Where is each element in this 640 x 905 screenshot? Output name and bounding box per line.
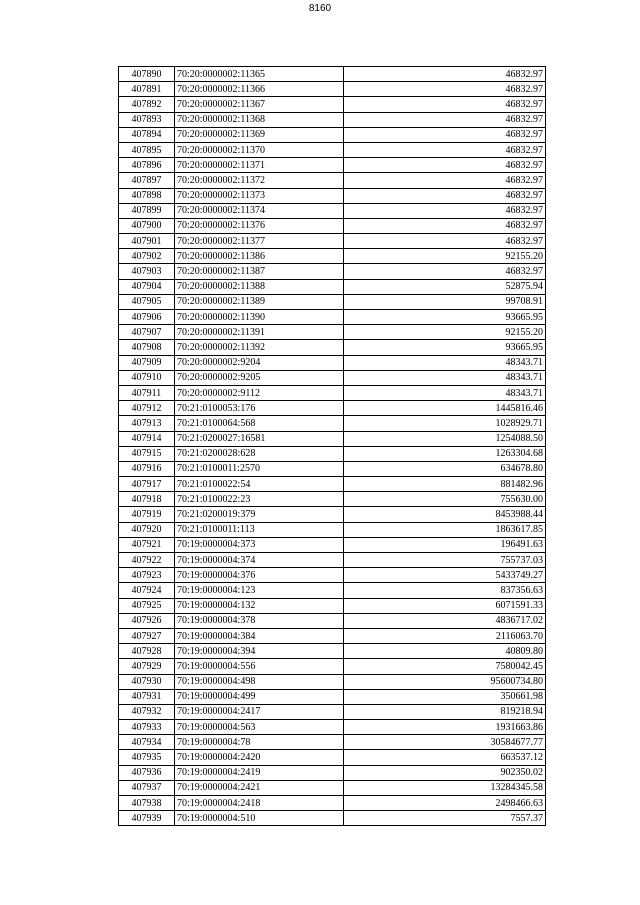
cadastral-number-cell: 70:19:0000004:132 <box>175 598 344 613</box>
table-row <box>119 97 546 112</box>
record-number-cell: 407891 <box>119 82 175 97</box>
record-number-cell: 407938 <box>119 796 175 811</box>
value-cell: 30584677.77 <box>344 735 546 750</box>
value-cell: 46832.97 <box>344 127 546 142</box>
record-number-cell: 407920 <box>119 522 175 537</box>
table-body <box>119 67 546 826</box>
table-row <box>119 689 546 704</box>
cadastral-number-cell: 70:21:0100022:54 <box>175 477 344 492</box>
cadastral-number-cell: 70:21:0100053:176 <box>175 401 344 416</box>
table-row <box>119 416 546 431</box>
value-cell: 881482.96 <box>344 477 546 492</box>
cadastral-number-cell: 70:20:0000002:11365 <box>175 67 344 82</box>
cadastral-number-cell: 70:19:0000004:123 <box>175 583 344 598</box>
value-cell: 93665.95 <box>344 310 546 325</box>
value-cell: 46832.97 <box>344 142 546 157</box>
value-cell: 7580042.45 <box>344 659 546 674</box>
cadastral-number-cell: 70:20:0000002:11368 <box>175 112 344 127</box>
record-number-cell: 407930 <box>119 674 175 689</box>
value-cell: 46832.97 <box>344 173 546 188</box>
value-cell: 46832.97 <box>344 264 546 279</box>
value-cell: 13284345.58 <box>344 780 546 795</box>
record-number-cell: 407935 <box>119 750 175 765</box>
cadastral-number-cell: 70:19:0000004:2421 <box>175 780 344 795</box>
cadastral-number-cell: 70:20:0000002:9112 <box>175 385 344 400</box>
cadastral-number-cell: 70:20:0000002:11373 <box>175 188 344 203</box>
table-row <box>119 659 546 674</box>
cadastral-number-cell: 70:19:0000004:373 <box>175 537 344 552</box>
value-cell: 46832.97 <box>344 67 546 82</box>
record-number-cell: 407902 <box>119 249 175 264</box>
record-number-cell: 407918 <box>119 492 175 507</box>
cadastral-number-cell: 70:19:0000004:499 <box>175 689 344 704</box>
cadastral-number-cell: 70:21:0200019:379 <box>175 507 344 522</box>
cadastral-number-cell: 70:20:0000002:11388 <box>175 279 344 294</box>
cadastral-number-cell: 70:21:0200027:16581 <box>175 431 344 446</box>
value-cell: 2498466.63 <box>344 796 546 811</box>
value-cell: 46832.97 <box>344 188 546 203</box>
value-cell: 1254088.50 <box>344 431 546 446</box>
table-row <box>119 735 546 750</box>
record-number-cell: 407921 <box>119 537 175 552</box>
table-row <box>119 264 546 279</box>
record-number-cell: 407896 <box>119 158 175 173</box>
data-table <box>118 66 546 826</box>
cadastral-number-cell: 70:19:0000004:563 <box>175 720 344 735</box>
value-cell: 6071591.33 <box>344 598 546 613</box>
value-cell: 48343.71 <box>344 355 546 370</box>
table-row <box>119 67 546 82</box>
table-row <box>119 704 546 719</box>
value-cell: 4836717.02 <box>344 613 546 628</box>
cadastral-number-cell: 70:19:0000004:2418 <box>175 796 344 811</box>
cadastral-number-cell: 70:20:0000002:11386 <box>175 249 344 264</box>
cadastral-number-cell: 70:20:0000002:9204 <box>175 355 344 370</box>
record-number-cell: 407909 <box>119 355 175 370</box>
table-row <box>119 537 546 552</box>
record-number-cell: 407929 <box>119 659 175 674</box>
value-cell: 95600734.80 <box>344 674 546 689</box>
cadastral-number-cell: 70:20:0000002:11377 <box>175 234 344 249</box>
record-number-cell: 407910 <box>119 370 175 385</box>
value-cell: 2116063.70 <box>344 628 546 643</box>
cadastral-number-cell: 70:19:0000004:394 <box>175 644 344 659</box>
value-cell: 837356.63 <box>344 583 546 598</box>
table-row <box>119 644 546 659</box>
table-row <box>119 507 546 522</box>
record-number-cell: 407895 <box>119 142 175 157</box>
cadastral-number-cell: 70:19:0000004:2419 <box>175 765 344 780</box>
value-cell: 46832.97 <box>344 203 546 218</box>
value-cell: 755630.00 <box>344 492 546 507</box>
table-row <box>119 355 546 370</box>
table-row <box>119 431 546 446</box>
record-number-cell: 407900 <box>119 218 175 233</box>
value-cell: 1863617.85 <box>344 522 546 537</box>
table-row <box>119 720 546 735</box>
value-cell: 40809.80 <box>344 644 546 659</box>
value-cell: 350661.98 <box>344 689 546 704</box>
cadastral-number-cell: 70:19:0000004:2417 <box>175 704 344 719</box>
table-row <box>119 112 546 127</box>
value-cell: 93665.95 <box>344 340 546 355</box>
record-number-cell: 407924 <box>119 583 175 598</box>
record-number-cell: 407901 <box>119 234 175 249</box>
record-number-cell: 407917 <box>119 477 175 492</box>
table-row <box>119 583 546 598</box>
value-cell: 8453988.44 <box>344 507 546 522</box>
value-cell: 46832.97 <box>344 82 546 97</box>
table-row <box>119 477 546 492</box>
record-number-cell: 407908 <box>119 340 175 355</box>
table-row <box>119 249 546 264</box>
cadastral-number-cell: 70:21:0100064:568 <box>175 416 344 431</box>
table-row <box>119 188 546 203</box>
table-row <box>119 553 546 568</box>
record-number-cell: 407932 <box>119 704 175 719</box>
record-number-cell: 407906 <box>119 310 175 325</box>
cadastral-number-cell: 70:19:0000004:378 <box>175 613 344 628</box>
record-number-cell: 407922 <box>119 553 175 568</box>
cadastral-number-cell: 70:20:0000002:11372 <box>175 173 344 188</box>
record-number-cell: 407914 <box>119 431 175 446</box>
value-cell: 52875.94 <box>344 279 546 294</box>
cadastral-number-cell: 70:19:0000004:376 <box>175 568 344 583</box>
cadastral-number-cell: 70:20:0000002:11387 <box>175 264 344 279</box>
table-row <box>119 598 546 613</box>
table-row <box>119 340 546 355</box>
cadastral-number-cell: 70:20:0000002:11376 <box>175 218 344 233</box>
table-row <box>119 750 546 765</box>
record-number-cell: 407923 <box>119 568 175 583</box>
value-cell: 46832.97 <box>344 112 546 127</box>
record-number-cell: 407912 <box>119 401 175 416</box>
record-number-cell: 407890 <box>119 67 175 82</box>
record-number-cell: 407894 <box>119 127 175 142</box>
table-row <box>119 613 546 628</box>
cadastral-number-cell: 70:19:0000004:78 <box>175 735 344 750</box>
record-number-cell: 407911 <box>119 385 175 400</box>
cadastral-number-cell: 70:20:0000002:11367 <box>175 97 344 112</box>
cadastral-number-cell: 70:20:0000002:11369 <box>175 127 344 142</box>
table-row <box>119 446 546 461</box>
record-number-cell: 407919 <box>119 507 175 522</box>
table-row <box>119 218 546 233</box>
table-row <box>119 173 546 188</box>
record-number-cell: 407934 <box>119 735 175 750</box>
cadastral-number-cell: 70:20:0000002:11370 <box>175 142 344 157</box>
value-cell: 46832.97 <box>344 97 546 112</box>
cadastral-number-cell: 70:19:0000004:2420 <box>175 750 344 765</box>
record-number-cell: 407898 <box>119 188 175 203</box>
cadastral-number-cell: 70:19:0000004:384 <box>175 628 344 643</box>
cadastral-number-cell: 70:20:0000002:11389 <box>175 294 344 309</box>
cadastral-number-cell: 70:20:0000002:11366 <box>175 82 344 97</box>
table-row <box>119 765 546 780</box>
table-row <box>119 492 546 507</box>
record-number-cell: 407915 <box>119 446 175 461</box>
value-cell: 1028929.71 <box>344 416 546 431</box>
cadastral-number-cell: 70:21:0100011:113 <box>175 522 344 537</box>
cadastral-number-cell: 70:20:0000002:11392 <box>175 340 344 355</box>
table-row <box>119 294 546 309</box>
record-number-cell: 407933 <box>119 720 175 735</box>
table-row <box>119 158 546 173</box>
table-row <box>119 461 546 476</box>
value-cell: 46832.97 <box>344 218 546 233</box>
table-row <box>119 796 546 811</box>
record-number-cell: 407903 <box>119 264 175 279</box>
value-cell: 5433749.27 <box>344 568 546 583</box>
record-number-cell: 407926 <box>119 613 175 628</box>
cadastral-number-cell: 70:20:0000002:11374 <box>175 203 344 218</box>
value-cell: 48343.71 <box>344 385 546 400</box>
cadastral-number-cell: 70:20:0000002:11371 <box>175 158 344 173</box>
cadastral-number-cell: 70:20:0000002:9205 <box>175 370 344 385</box>
record-number-cell: 407893 <box>119 112 175 127</box>
value-cell: 196491.63 <box>344 537 546 552</box>
cadastral-number-cell: 70:19:0000004:374 <box>175 553 344 568</box>
table-row <box>119 385 546 400</box>
value-cell: 819218.94 <box>344 704 546 719</box>
table-row <box>119 279 546 294</box>
cadastral-number-cell: 70:19:0000004:556 <box>175 659 344 674</box>
cadastral-number-cell: 70:19:0000004:510 <box>175 811 344 826</box>
table-row <box>119 310 546 325</box>
value-cell: 7557.37 <box>344 811 546 826</box>
record-number-cell: 407916 <box>119 461 175 476</box>
table-row <box>119 811 546 826</box>
value-cell: 1263304.68 <box>344 446 546 461</box>
value-cell: 46832.97 <box>344 158 546 173</box>
record-number-cell: 407897 <box>119 173 175 188</box>
table-row <box>119 401 546 416</box>
table-row <box>119 234 546 249</box>
table-row <box>119 568 546 583</box>
record-number-cell: 407904 <box>119 279 175 294</box>
value-cell: 634678.80 <box>344 461 546 476</box>
table-row <box>119 142 546 157</box>
record-number-cell: 407905 <box>119 294 175 309</box>
value-cell: 92155.20 <box>344 249 546 264</box>
value-cell: 1931663.86 <box>344 720 546 735</box>
value-cell: 755737.03 <box>344 553 546 568</box>
table-row <box>119 82 546 97</box>
value-cell: 99708.91 <box>344 294 546 309</box>
cadastral-number-cell: 70:21:0200028:628 <box>175 446 344 461</box>
record-number-cell: 407899 <box>119 203 175 218</box>
page-number: 8160 <box>308 3 332 14</box>
table-row <box>119 780 546 795</box>
table-row <box>119 370 546 385</box>
record-number-cell: 407931 <box>119 689 175 704</box>
cadastral-number-cell: 70:21:0100022:23 <box>175 492 344 507</box>
value-cell: 46832.97 <box>344 234 546 249</box>
record-number-cell: 407925 <box>119 598 175 613</box>
cadastral-number-cell: 70:19:0000004:498 <box>175 674 344 689</box>
table-row <box>119 628 546 643</box>
table-row <box>119 127 546 142</box>
table-row <box>119 203 546 218</box>
record-number-cell: 407937 <box>119 780 175 795</box>
record-number-cell: 407913 <box>119 416 175 431</box>
cadastral-number-cell: 70:20:0000002:11390 <box>175 310 344 325</box>
record-number-cell: 407928 <box>119 644 175 659</box>
record-number-cell: 407936 <box>119 765 175 780</box>
record-number-cell: 407939 <box>119 811 175 826</box>
cadastral-number-cell: 70:20:0000002:11391 <box>175 325 344 340</box>
value-cell: 92155.20 <box>344 325 546 340</box>
record-number-cell: 407892 <box>119 97 175 112</box>
value-cell: 48343.71 <box>344 370 546 385</box>
value-cell: 902350.02 <box>344 765 546 780</box>
record-number-cell: 407907 <box>119 325 175 340</box>
value-cell: 663537.12 <box>344 750 546 765</box>
record-number-cell: 407927 <box>119 628 175 643</box>
value-cell: 1445816.46 <box>344 401 546 416</box>
cadastral-number-cell: 70:21:0100011:2570 <box>175 461 344 476</box>
table-row <box>119 522 546 537</box>
table-row <box>119 325 546 340</box>
table-row <box>119 674 546 689</box>
